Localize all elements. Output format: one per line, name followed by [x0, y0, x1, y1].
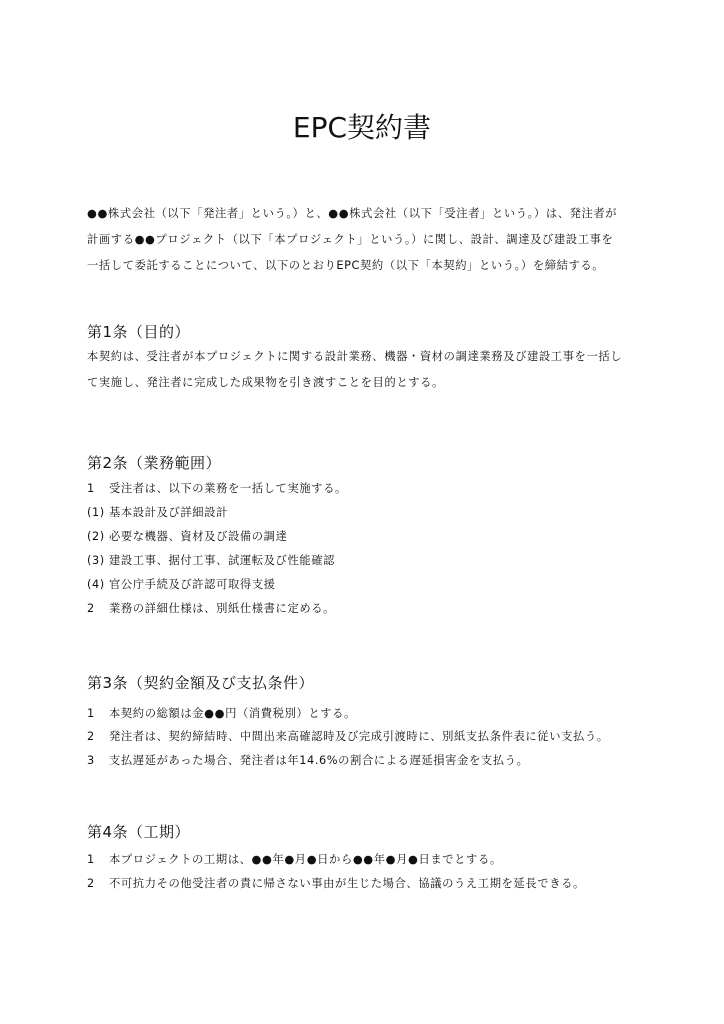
- preamble-line: 一括して委託することについて、以下のとおりEPC契約（以下「本契約」という。）を締結する。: [87, 259, 605, 272]
- article-3-clause: [87, 729, 609, 745]
- article-1-line: 本契約は、受注者が本プロジェクトに関する設計業務、機器・資材の調達業務及び建設工事を一括し: [87, 350, 623, 363]
- clause-text: 本プロジェクトの工期は、●●年●月●日から●●年●月●日までとする。: [109, 853, 502, 866]
- clause-text: 本契約の総額は金●●円（消費税別）とする。: [109, 707, 356, 720]
- article-3-clause: [87, 753, 528, 769]
- clause-text: 支払遅延があった場合、発注者は年14.6%の割合による遅延損害金を支払う。: [109, 754, 529, 767]
- article-2-item: (4) 官公庁手続及び許認可取得支援: [87, 578, 276, 591]
- preamble-line: 計画する●●プロジェクト（以下「本プロジェクト」という。）に関し、設計、調達及び建設工事を: [87, 233, 614, 246]
- clause-number: 3: [87, 754, 95, 767]
- article-4-clause: [87, 876, 585, 892]
- article-3-heading: 第3条（契約金額及び支払条件）: [87, 674, 315, 692]
- clause-text: 発注者は、契約締結時、中間出来高確認時及び完成引渡時に、別紙支払条件表に従い支払う。: [109, 730, 609, 743]
- clause-number: 1: [87, 707, 95, 720]
- article-1-heading: 第1条（目的）: [87, 323, 191, 341]
- clause-number: 1: [87, 853, 95, 866]
- clause-text: 業務の詳細仕様は、別紙仕様書に定める。: [109, 602, 336, 615]
- document-title: EPC契約書: [292, 111, 432, 144]
- clause-number: 1: [87, 482, 95, 495]
- clause-number: 2: [87, 602, 95, 615]
- clause-text: 受注者は、以下の業務を一括して実施する。: [109, 482, 347, 495]
- clause-number: 2: [87, 877, 95, 890]
- article-1-line: て実施し、発注者に完成した成果物を引き渡すことを目的とする。: [87, 376, 444, 389]
- article-2-clause: [87, 601, 335, 617]
- article-2-item: (3) 建設工事、据付工事、試運転及び性能確認: [87, 554, 336, 567]
- article-2-heading: 第2条（業務範囲）: [87, 454, 222, 472]
- article-3-clause: [87, 706, 356, 722]
- article-4-clause: [87, 852, 502, 868]
- article-2-item: (2) 必要な機器、資材及び設備の調達: [87, 530, 288, 543]
- clause-text: 不可抗力その他受注者の責に帰さない事由が生じた場合、協議のうえ工期を延長できる。: [109, 877, 585, 890]
- article-2-clause: [87, 481, 347, 497]
- clause-number: 2: [87, 730, 95, 743]
- article-4-heading: 第4条（工期）: [87, 823, 191, 841]
- preamble-line: ●●株式会社（以下「発注者」という。）と、●●株式会社（以下「受注者」という。）は、発注者が: [87, 207, 618, 220]
- article-2-item: (1) 基本設計及び詳細設計: [87, 506, 228, 519]
